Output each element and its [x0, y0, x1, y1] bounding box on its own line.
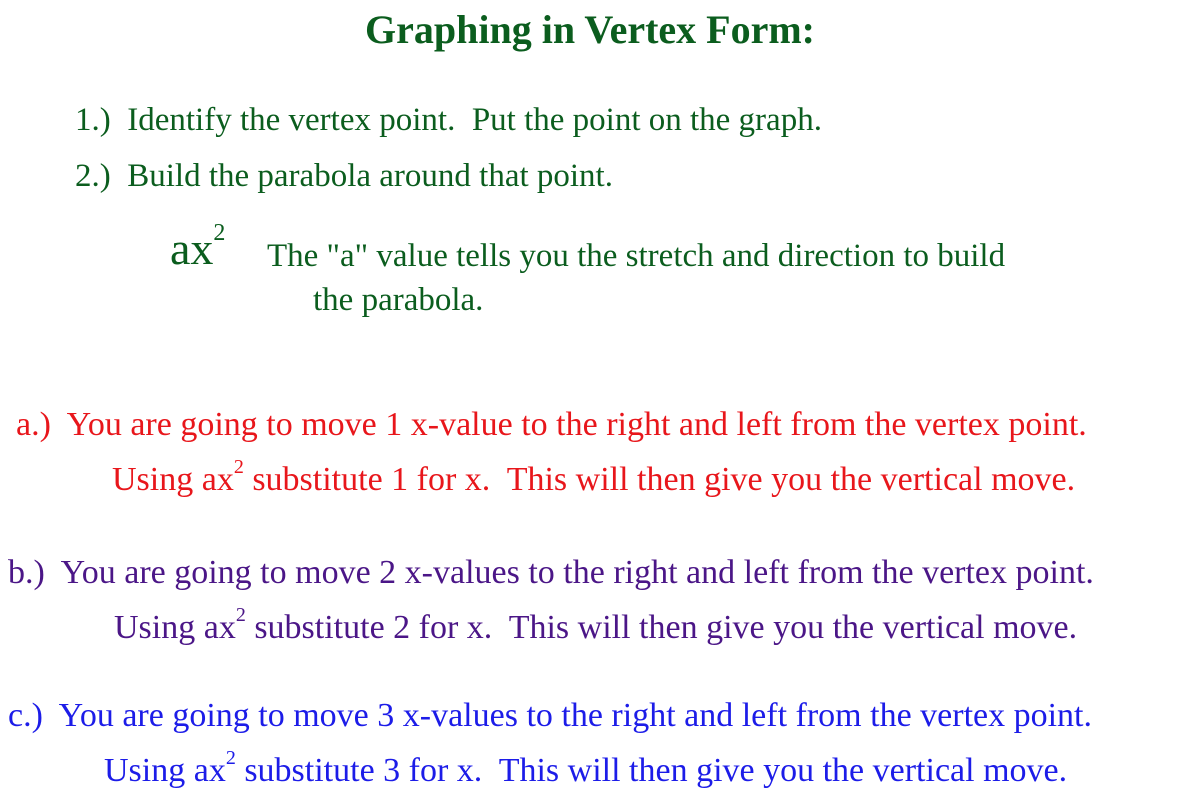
move-b-line1: [8, 554, 1094, 592]
move-text-post: substitute 2 for x. This will then give you the vertical move.: [245, 609, 1078, 646]
a-value-exponent: 2: [213, 220, 226, 246]
page-title: Graphing in Vertex Form:: [365, 7, 815, 52]
move-a-line1: [16, 406, 1087, 444]
a-value-expression: [170, 222, 225, 275]
a-value-base: ax: [170, 223, 214, 274]
step-1: [75, 102, 822, 139]
move-b-line2: [114, 604, 1078, 647]
move-exponent: 2: [233, 456, 244, 478]
move-exponent: 2: [235, 604, 246, 626]
move-c-line1: [8, 697, 1092, 735]
move-a-line2: [112, 456, 1076, 499]
step-text: Build the parabola around that point.: [127, 158, 613, 194]
move-label: c.): [8, 697, 43, 734]
move-exponent: 2: [225, 747, 236, 769]
move-label: b.): [8, 554, 45, 591]
move-text-pre: Using ax: [112, 461, 234, 498]
move-text-post: substitute 1 for x. This will then give you the vertical move.: [243, 461, 1076, 498]
move-c-line2: [104, 747, 1068, 790]
move-text-post: substitute 3 for x. This will then give you the vertical move.: [235, 752, 1068, 789]
step-number: 1.): [75, 102, 111, 138]
move-text-pre: Using ax: [104, 752, 226, 789]
move-text: You are going to move 1 x-value to the right and left from the vertex point.: [66, 406, 1087, 443]
a-value-description-line1: The "a" value tells you the stretch and direction to build: [267, 238, 1006, 274]
move-text-pre: Using ax: [114, 609, 236, 646]
step-text: Identify the vertex point. Put the point on the graph.: [127, 102, 822, 138]
step-2: [75, 158, 613, 195]
a-value-description-line2: the parabola.: [313, 282, 484, 318]
move-text: You are going to move 3 x-values to the right and left from the vertex point.: [58, 697, 1093, 734]
move-label: a.): [16, 406, 51, 443]
move-text: You are going to move 2 x-values to the right and left from the vertex point.: [60, 554, 1094, 591]
step-number: 2.): [75, 158, 111, 194]
